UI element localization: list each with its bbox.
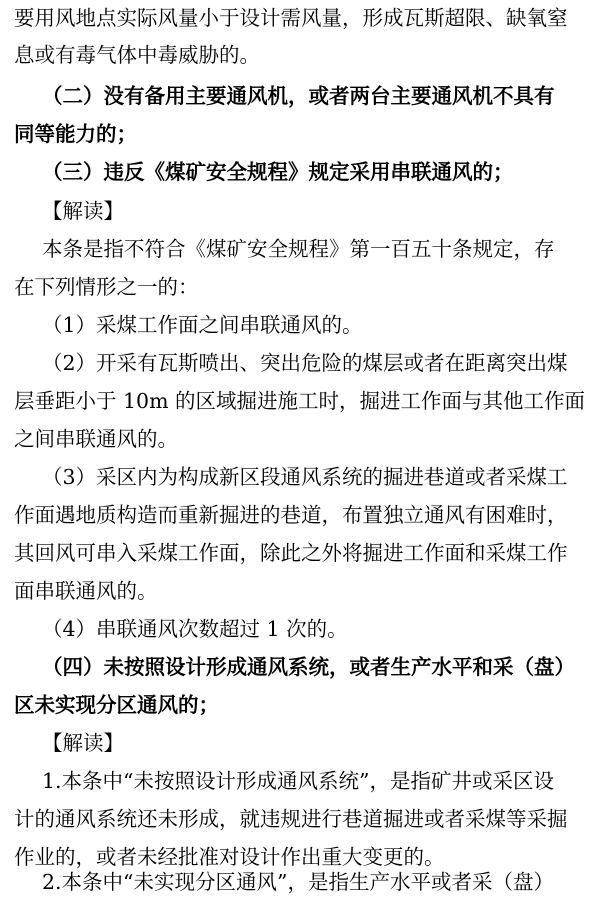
paragraph-line: 息或有毒气体中毒威胁的。	[14, 43, 260, 67]
list-item-4: （4）串联通风次数超过 1 次的。	[42, 617, 348, 641]
list-item-2-cont: 层垂距小于 10m 的区域掘进施工时，掘进工作面与其他工作面	[14, 389, 586, 413]
list-item-2-cont: 之间串联通风的。	[14, 427, 178, 451]
list-item-3-cont: 其回风可串入采煤工作面，除此之外将掘进工作面和采煤工作	[14, 541, 568, 565]
numbered-paragraph-1: 1.本条中“未按照设计形成通风系统”，是指矿井或采区设	[42, 769, 555, 793]
list-item-3-cont: 面串联通风的。	[14, 579, 158, 603]
list-item-3: （3）采区内为构成新区段通风系统的掘进巷道或者采煤工	[42, 465, 568, 489]
interpretation-label: 【解读】	[42, 731, 124, 755]
paragraph-line: 在下列情形之一的：	[14, 275, 199, 299]
interpretation-label: 【解读】	[42, 199, 124, 223]
clause-heading-2: （二）没有备用主要通风机，或者两台主要通风机不具有	[42, 84, 555, 108]
numbered-paragraph-1-cont: 计的通风系统还未形成，就违规进行巷道掘进或者采煤等采掘	[14, 807, 568, 831]
numbered-paragraph-2: 2.本条中“未实现分区通风”，是指生产水平或者采（盘）	[42, 870, 555, 894]
clause-heading-4: （四）未按照设计形成通风系统，或者生产水平和采（盘）	[42, 655, 575, 679]
list-item-1: （1）采煤工作面之间串联通风的。	[42, 313, 363, 337]
clause-heading-2-cont: 同等能力的；	[14, 122, 137, 146]
paragraph-line: 要用风地点实际风量小于设计需风量，形成瓦斯超限、缺氧窒	[14, 6, 568, 30]
clause-heading-4-cont: 区未实现分区通风的；	[14, 693, 219, 717]
list-item-2: （2）开采有瓦斯喷出、突出危险的煤层或者在距离突出煤	[42, 351, 568, 375]
numbered-paragraph-1-cont: 作业的，或者未经批准对设计作出重大变更的。	[14, 845, 445, 869]
clause-heading-3: （三）违反《煤矿安全规程》规定采用串联通风的；	[42, 160, 514, 184]
paragraph-line: 本条是指不符合《煤矿安全规程》第一百五十条规定，存	[42, 237, 555, 261]
list-item-3-cont: 作面遇地质构造而重新掘进的巷道，布置独立通风有困难时，	[14, 503, 568, 527]
